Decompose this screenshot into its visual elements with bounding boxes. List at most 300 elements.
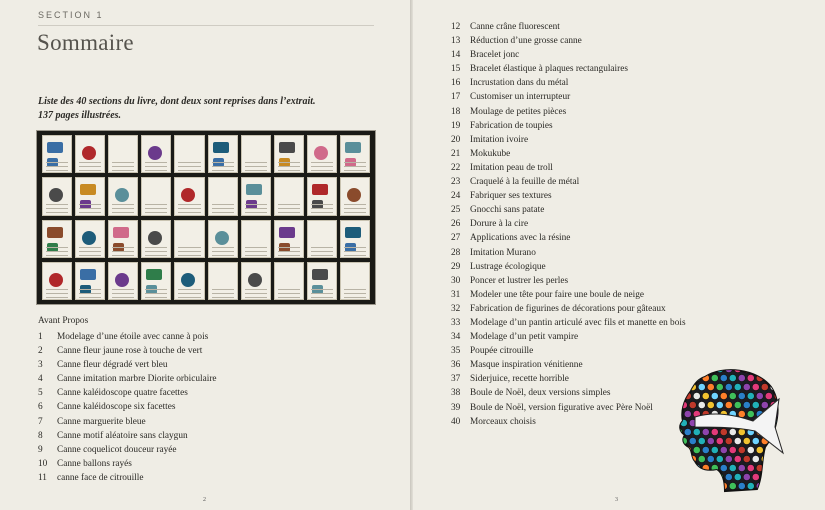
mosaic-tile — [693, 392, 700, 399]
page-thumbnail — [241, 135, 271, 173]
contents-item — [451, 20, 686, 34]
contents-item — [38, 358, 217, 372]
page-thumbnail — [307, 220, 337, 258]
page-thumbnail — [42, 220, 72, 258]
mosaic-tile — [698, 401, 705, 408]
mosaic-tile — [752, 383, 759, 390]
mosaic-tile — [779, 473, 785, 480]
contents-item-number: 31 — [451, 289, 461, 300]
contents-item — [451, 76, 686, 90]
contents-item — [451, 246, 686, 260]
contents-item-label: Boule de Noël, version figurative avec Père Noël — [470, 402, 653, 413]
contents-item — [451, 330, 686, 344]
mosaic-tile — [783, 482, 785, 489]
contents-item — [38, 443, 217, 457]
page-thumbnail — [75, 220, 105, 258]
mosaic-tile — [671, 419, 678, 426]
page-thumbnail — [340, 177, 370, 215]
contents-item-number: 35 — [451, 346, 461, 357]
contents-item-label: Modelage d’une étoile avec canne à pois — [57, 332, 209, 342]
mosaic-tile — [738, 464, 745, 471]
page-thumbnail — [174, 135, 204, 173]
mosaic-tile — [698, 473, 705, 480]
mosaic-tile — [747, 392, 754, 399]
page-number-right: 3 — [615, 497, 618, 503]
mosaic-tile — [707, 383, 714, 390]
page-thumbnail — [75, 177, 105, 215]
mosaic-tile — [752, 473, 759, 480]
page-thumbnail — [42, 177, 72, 215]
contents-item-label: Bracelet élastique à plaques rectangulaires — [470, 64, 628, 75]
mosaic-tile — [716, 401, 723, 408]
contents-item-label: Dorure à la cire — [470, 219, 529, 230]
contents-item-number: 5 — [38, 388, 43, 399]
mosaic-tile — [729, 482, 736, 489]
page-thumbnail — [307, 177, 337, 215]
page-thumbnail — [108, 135, 138, 173]
contents-item-number: 11 — [38, 472, 47, 483]
contents-item — [451, 62, 686, 76]
page-thumbnail — [208, 220, 238, 258]
contents-item-label: Modeler une tête pour faire une boule de neige — [470, 289, 644, 300]
mosaic-tile — [779, 365, 785, 372]
contents-item — [451, 217, 686, 231]
page-thumbnail — [307, 262, 337, 300]
mosaic-tile — [675, 374, 682, 381]
mosaic-tile — [702, 482, 709, 489]
mosaic-tile — [684, 464, 691, 471]
page-thumbnail — [174, 220, 204, 258]
mosaic-tile — [765, 482, 772, 489]
page-thumbnail — [174, 262, 204, 300]
mosaic-tile — [743, 437, 750, 444]
contents-item-number: 2 — [38, 346, 43, 357]
contents-item-number: 19 — [451, 120, 461, 131]
contents-item-number: 22 — [451, 162, 461, 173]
contents-item — [451, 161, 686, 175]
mosaic-tile — [783, 374, 785, 381]
page-thumbnail — [108, 262, 138, 300]
mosaic-tile — [752, 365, 759, 372]
mosaic-tile — [734, 401, 741, 408]
mosaic-tile — [743, 401, 750, 408]
page-thumbnail — [340, 262, 370, 300]
page-thumbnail — [340, 220, 370, 258]
contents-item-label: Canne coquelicot douceur rayée — [57, 444, 177, 455]
mosaic-tile — [761, 455, 768, 462]
contents-item-number: 20 — [451, 134, 461, 145]
mosaic-tile — [761, 401, 768, 408]
contents-item-label: Imitation peau de troll — [470, 162, 553, 173]
contents-item-label: Moulage de petites pièces — [470, 106, 567, 117]
mosaic-tile — [698, 383, 705, 390]
mosaic-tile — [729, 392, 736, 399]
page-thumbnail-grid — [36, 130, 376, 305]
contents-item-number: 25 — [451, 205, 461, 216]
mosaic-tile — [734, 383, 741, 390]
contents-item — [451, 401, 686, 415]
contents-item-number: 1 — [38, 332, 43, 342]
contents-item-number: 39 — [451, 402, 461, 413]
contents-item — [38, 372, 217, 386]
contents-list-left — [38, 330, 217, 485]
contents-item-number: 18 — [451, 106, 461, 117]
mosaic-tile — [779, 419, 785, 426]
page-title: Sommaire — [37, 30, 134, 55]
mosaic-tile — [707, 473, 714, 480]
mosaic-tile — [738, 374, 745, 381]
left-page — [0, 0, 410, 510]
contents-item-label: Fabrication de figurines de décorations pour gâteaux — [470, 303, 666, 314]
contents-item-label: Incrustation dans du métal — [470, 78, 569, 89]
mosaic-tile — [729, 428, 736, 435]
contents-item — [451, 372, 686, 386]
contents-item — [451, 288, 686, 302]
mosaic-tile — [761, 383, 768, 390]
mosaic-tile — [675, 464, 682, 471]
mosaic-tile — [711, 428, 718, 435]
contents-item-label: Canne imitation marbre Diorite orbiculaire — [57, 374, 217, 385]
contents-item-label: Réduction d’une grosse canne — [470, 36, 582, 47]
mosaic-tile — [761, 365, 768, 372]
mosaic-tile — [734, 455, 741, 462]
mosaic-tile — [774, 482, 781, 489]
mosaic-tile — [779, 383, 785, 390]
mosaic-tile — [711, 482, 718, 489]
mosaic-tile — [720, 428, 727, 435]
contents-item-number: 40 — [451, 416, 461, 427]
mosaic-tile — [680, 365, 687, 372]
contents-item-label: Morceaux choisis — [470, 416, 536, 427]
contents-item-label: Canne motif aléatoire sans claygun — [57, 430, 188, 441]
contents-item-label: Poupée citrouille — [470, 346, 534, 357]
contents-item-number: 7 — [38, 416, 43, 427]
mosaic-tile — [711, 446, 718, 453]
mosaic-tile — [707, 401, 714, 408]
contents-item-label: Canne ballons rayés — [57, 458, 132, 469]
mosaic-tile — [752, 401, 759, 408]
contents-item-number: 3 — [38, 360, 43, 371]
mosaic-tile — [747, 482, 754, 489]
contents-item-label: Poncer et lustrer les perles — [470, 275, 569, 286]
contents-item-number: 37 — [451, 374, 461, 385]
subtitle — [38, 95, 316, 123]
page-thumbnail — [208, 177, 238, 215]
contents-item-label: Siderjuice, recette horrible — [470, 374, 569, 385]
contents-item-number: 36 — [451, 360, 461, 371]
contents-item — [451, 189, 686, 203]
mosaic-tile — [738, 482, 745, 489]
mosaic-tile — [779, 455, 785, 462]
mosaic-tile — [734, 437, 741, 444]
page-thumbnail — [241, 220, 271, 258]
mosaic-tile — [716, 437, 723, 444]
contents-item-label: Canne marguerite bleue — [57, 416, 146, 427]
contents-list-right — [451, 20, 686, 429]
contents-item-label: Canne crâne fluorescent — [470, 22, 560, 32]
contents-item — [38, 457, 217, 471]
page-thumbnail — [141, 262, 171, 300]
mosaic-tile — [783, 428, 785, 435]
mosaic-tile — [675, 446, 682, 453]
contents-item — [38, 471, 217, 485]
page-thumbnail — [274, 135, 304, 173]
mosaic-tile — [738, 446, 745, 453]
contents-item — [451, 316, 686, 330]
contents-item-number: 24 — [451, 191, 461, 202]
contents-item-number: 34 — [451, 332, 461, 343]
contents-item-label: Modelage d’un petit vampire — [470, 332, 579, 343]
mosaic-tile — [747, 464, 754, 471]
mosaic-tile — [725, 365, 732, 372]
mosaic-tile — [743, 473, 750, 480]
mosaic-tile — [725, 455, 732, 462]
contents-item-label: Craquelé à la feuille de métal — [470, 177, 580, 188]
mosaic-tile — [774, 464, 781, 471]
mosaic-tile — [702, 392, 709, 399]
contents-item-label: Bracelet jonc — [470, 50, 520, 61]
mosaic-tile — [707, 437, 714, 444]
mosaic-tile — [689, 365, 696, 372]
mosaic-tile — [680, 383, 687, 390]
contents-item — [451, 147, 686, 161]
mosaic-tile — [675, 392, 682, 399]
contents-item-label: Fabrication de toupies — [470, 120, 553, 131]
page-number-left: 2 — [203, 497, 206, 503]
contents-item — [38, 415, 217, 429]
contents-item — [38, 429, 217, 443]
mosaic-tile — [720, 392, 727, 399]
contents-item-label: Canne kaléidoscope six facettes — [57, 402, 176, 413]
contents-item-label: Imitation ivoire — [470, 134, 529, 145]
contents-item-label: Mokukube — [470, 148, 511, 159]
page-thumbnail — [274, 262, 304, 300]
contents-item — [451, 90, 686, 104]
mosaic-tile — [783, 464, 785, 471]
mosaic-tile — [770, 455, 777, 462]
contents-item-number: 4 — [38, 374, 43, 385]
mosaic-tile — [693, 482, 700, 489]
mosaic-tile — [689, 401, 696, 408]
contents-item-number: 16 — [451, 78, 461, 89]
contents-item-label: Customiser un interrupteur — [470, 92, 571, 103]
mosaic-tile — [707, 455, 714, 462]
page-thumbnail — [174, 177, 204, 215]
contents-item — [451, 358, 686, 372]
mosaic-tile — [734, 365, 741, 372]
contents-item-label: canne face de citrouille — [57, 472, 144, 483]
mosaic-tile — [698, 455, 705, 462]
page-thumbnail — [141, 220, 171, 258]
mosaic-tile — [725, 383, 732, 390]
contents-item-number: 30 — [451, 275, 461, 286]
contents-item-number: 6 — [38, 402, 43, 413]
mosaic-tile — [671, 437, 678, 444]
mosaic-tile — [765, 374, 772, 381]
subtitle-line-2: 137 pages illustrées. — [38, 110, 122, 121]
contents-item — [38, 330, 217, 344]
contents-item-number: 32 — [451, 303, 461, 314]
page-thumbnail — [208, 135, 238, 173]
page-thumbnail — [75, 262, 105, 300]
decorative-mosaic-head-illustration — [665, 365, 785, 495]
contents-item-label: Modelage d’un pantin articulé avec fils et manette en bois — [470, 317, 686, 328]
contents-item-number: 12 — [451, 22, 461, 32]
foreword-entry: Avant Propos — [38, 316, 89, 326]
mosaic-tile — [752, 455, 759, 462]
mosaic-tile — [675, 482, 682, 489]
mosaic-tile — [720, 446, 727, 453]
section-divider — [38, 25, 374, 26]
mosaic-tile — [779, 401, 785, 408]
mosaic-tile — [761, 473, 768, 480]
contents-item-label: Canne kaléidoscope quatre facettes — [57, 388, 188, 399]
mosaic-tile — [783, 410, 785, 417]
mosaic-tile — [711, 374, 718, 381]
mosaic-tile — [693, 446, 700, 453]
page-thumbnail — [141, 135, 171, 173]
mosaic-tile — [747, 410, 754, 417]
page-thumbnail — [141, 177, 171, 215]
mosaic-tile — [774, 374, 781, 381]
mosaic-tile — [716, 383, 723, 390]
mosaic-tile — [671, 473, 678, 480]
mosaic-tile — [671, 365, 678, 372]
mosaic-tile — [702, 446, 709, 453]
mosaic-tile — [698, 365, 705, 372]
mosaic-tile — [770, 473, 777, 480]
contents-item-number: 8 — [38, 430, 43, 441]
contents-item — [451, 274, 686, 288]
contents-item — [451, 260, 686, 274]
mosaic-tile — [783, 446, 785, 453]
mosaic-tile — [716, 455, 723, 462]
contents-item — [451, 119, 686, 133]
mosaic-tile — [711, 392, 718, 399]
page-thumbnail — [208, 262, 238, 300]
contents-item — [451, 133, 686, 147]
mosaic-tile — [693, 374, 700, 381]
mosaic-tile — [725, 473, 732, 480]
contents-item — [451, 344, 686, 358]
subtitle-line-1: Liste des 40 sections du livre, dont deux sont reprises dans l’extrait. — [38, 96, 316, 107]
mosaic-tile — [783, 392, 785, 399]
mosaic-tile — [743, 383, 750, 390]
mosaic-tile — [729, 464, 736, 471]
mosaic-tile — [680, 473, 687, 480]
mosaic-tile — [738, 410, 745, 417]
mosaic-tile — [671, 455, 678, 462]
mosaic-tile — [684, 410, 691, 417]
contents-item-number: 10 — [38, 458, 48, 469]
mosaic-tile — [684, 428, 691, 435]
contents-item-number: 29 — [451, 261, 461, 272]
contents-item-label: Applications avec la résine — [470, 233, 571, 244]
contents-item-label: Boule de Noël, deux versions simples — [470, 388, 611, 399]
contents-item-label: Canne fleur dégradé vert bleu — [57, 360, 168, 371]
contents-item-label: Canne fleur jaune rose à touche de vert — [57, 346, 203, 357]
page-thumbnail — [42, 262, 72, 300]
mosaic-tile — [671, 401, 678, 408]
page-thumbnail — [75, 135, 105, 173]
contents-item-label: Masque inspiration vénitienne — [470, 360, 583, 371]
mosaic-tile — [684, 374, 691, 381]
contents-item — [451, 175, 686, 189]
mosaic-tile — [689, 473, 696, 480]
page-thumbnail — [241, 177, 271, 215]
contents-item-label: Imitation Murano — [470, 247, 536, 258]
contents-item-number: 23 — [451, 177, 461, 188]
contents-item-number: 21 — [451, 148, 461, 159]
mosaic-tile — [734, 473, 741, 480]
mosaic-tile — [729, 374, 736, 381]
contents-item — [38, 344, 217, 358]
page-thumbnail — [274, 220, 304, 258]
contents-item — [451, 105, 686, 119]
page-thumbnail — [108, 220, 138, 258]
page-thumbnail — [340, 135, 370, 173]
contents-item — [451, 415, 686, 429]
section-label: SECTION 1 — [38, 10, 104, 20]
mosaic-tile — [756, 446, 763, 453]
contents-item-number: 14 — [451, 50, 461, 61]
mosaic-tile — [702, 428, 709, 435]
mosaic-tile — [720, 374, 727, 381]
page-thumbnail — [42, 135, 72, 173]
mosaic-tile — [765, 392, 772, 399]
mosaic-tile — [725, 401, 732, 408]
mosaic-tile — [698, 437, 705, 444]
mosaic-tile — [738, 392, 745, 399]
mosaic-tile — [752, 437, 759, 444]
contents-item-number: 15 — [451, 64, 461, 75]
mosaic-tile — [684, 482, 691, 489]
mosaic-tile — [725, 437, 732, 444]
mosaic-tile — [680, 455, 687, 462]
mosaic-tile — [671, 383, 678, 390]
contents-item — [451, 48, 686, 62]
contents-item-label: Gnocchi sans patate — [470, 205, 545, 216]
mosaic-tile — [765, 464, 772, 471]
contents-item — [451, 34, 686, 48]
mosaic-tile — [756, 392, 763, 399]
mosaic-tile — [770, 365, 777, 372]
mosaic-tile — [729, 446, 736, 453]
contents-item — [451, 386, 686, 400]
contents-item-number: 26 — [451, 219, 461, 230]
contents-item-number: 28 — [451, 247, 461, 258]
contents-item-number: 27 — [451, 233, 461, 244]
mosaic-tile — [693, 428, 700, 435]
page-thumbnail — [108, 177, 138, 215]
mosaic-tile — [743, 455, 750, 462]
mosaic-tile — [689, 437, 696, 444]
page-thumbnail — [274, 177, 304, 215]
mosaic-tile — [707, 365, 714, 372]
contents-item — [451, 231, 686, 245]
contents-item — [451, 203, 686, 217]
mosaic-tile — [693, 464, 700, 471]
contents-item-number: 38 — [451, 388, 461, 399]
page-thumbnail — [307, 135, 337, 173]
contents-item — [38, 400, 217, 414]
mosaic-tile — [720, 464, 727, 471]
mosaic-tile — [747, 374, 754, 381]
contents-item-number: 33 — [451, 317, 461, 328]
contents-item-label: Fabriquer ses textures — [470, 191, 552, 202]
page-thumbnail — [241, 262, 271, 300]
mosaic-tile — [747, 446, 754, 453]
